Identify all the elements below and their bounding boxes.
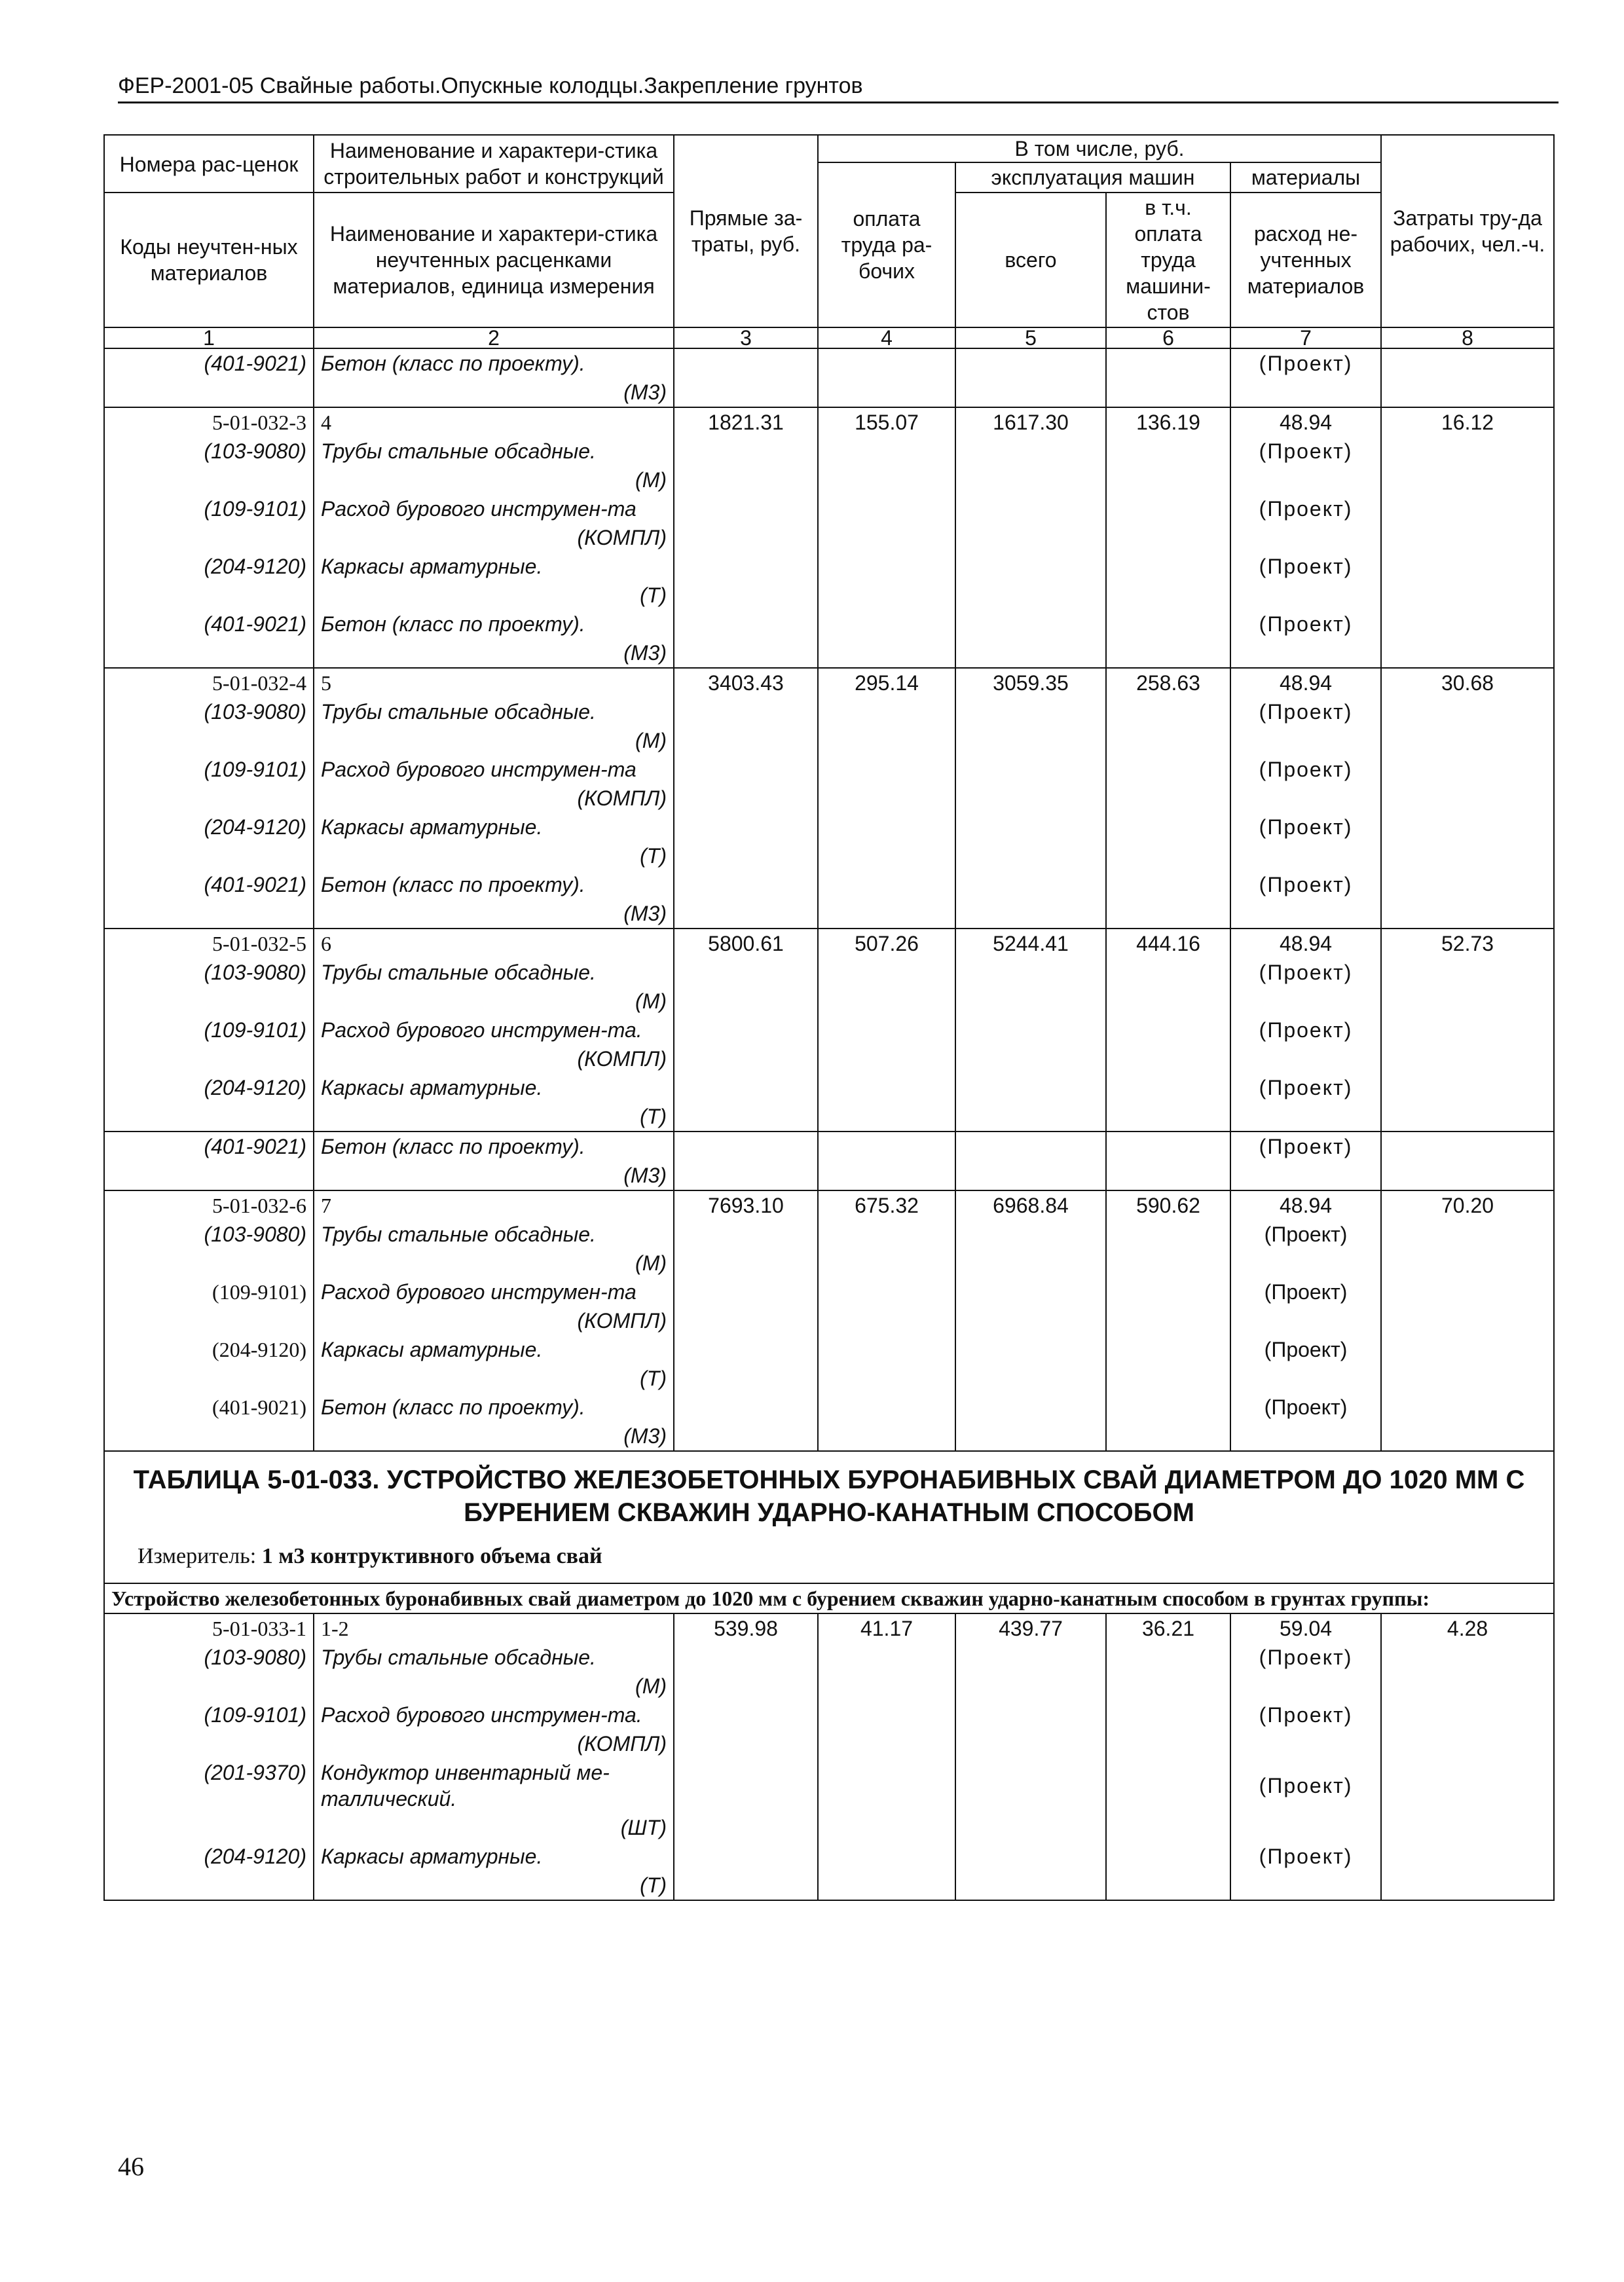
col3-header: Прямые за-траты, руб.: [674, 135, 818, 327]
material-code: (109-9101): [104, 755, 314, 784]
material-unit: (М3): [314, 378, 674, 407]
material-quantity: (Проект): [1230, 1393, 1381, 1422]
material-code: (204-9120): [104, 1335, 314, 1364]
machinist-pay: 444.16: [1106, 929, 1230, 958]
material-name: Каркасы арматурные.: [314, 552, 674, 581]
material-name: Каркасы арматурные.: [314, 813, 674, 841]
rate-row: [104, 668, 1554, 697]
material-code: (401-9021): [104, 610, 314, 638]
material-name: Трубы стальные обсадные.: [314, 958, 674, 987]
col1-header-a: Номера рас-ценок: [104, 135, 314, 193]
material-name: Бетон (класс по проекту).: [314, 610, 674, 638]
rate-number: 6: [314, 929, 674, 958]
col6-header: в т.ч. оплата труда машини-стов: [1106, 193, 1230, 327]
material-unit: (Т): [314, 1871, 674, 1900]
material-quantity: (Проект): [1230, 494, 1381, 523]
material-code: (103-9080): [104, 958, 314, 987]
material-quantity: (Проект): [1230, 610, 1381, 638]
rate-code: 5-01-032-6: [104, 1190, 314, 1220]
material-name: Расход бурового инструмен-та.: [314, 1016, 674, 1044]
direct-costs: 7693.10: [674, 1190, 818, 1220]
material-quantity: (Проект): [1230, 1335, 1381, 1364]
machines-total: 1617.30: [955, 407, 1106, 437]
page-number: 46: [118, 2152, 144, 2181]
materials: 48.94: [1230, 407, 1381, 437]
mat-header: материалы: [1230, 162, 1381, 193]
material-code: (204-9120): [104, 1073, 314, 1102]
material-name: Бетон (класс по проекту).: [314, 1132, 674, 1161]
material-name: Трубы стальные обсадные.: [314, 697, 674, 726]
machines-total: 3059.35: [955, 668, 1106, 697]
labor-pay: 507.26: [818, 929, 955, 958]
material-quantity: (Проект): [1230, 1643, 1381, 1672]
material-quantity: (Проект): [1230, 1758, 1381, 1813]
rate-code: 5-01-032-5: [104, 929, 314, 958]
material-quantity: (Проект): [1230, 1701, 1381, 1729]
rate-number: 4: [314, 407, 674, 437]
material-code: (103-9080): [104, 1643, 314, 1672]
col2-header-b: Наименование и характери-стика неучтенных расценками материалов, единица измерения: [314, 193, 674, 327]
material-name: Каркасы арматурные.: [314, 1335, 674, 1364]
materials: 48.94: [1230, 668, 1381, 697]
direct-costs: 5800.61: [674, 929, 818, 958]
material-quantity: (Проект): [1230, 1016, 1381, 1044]
material-code: (103-9080): [104, 437, 314, 466]
material-code: (109-9101): [104, 1016, 314, 1044]
expl-header: эксплуатация машин: [955, 162, 1230, 193]
material-name: Расход бурового инструмен-та: [314, 1278, 674, 1306]
material-code: (204-9120): [104, 1842, 314, 1871]
material-code: (109-9101): [104, 494, 314, 523]
direct-costs: 539.98: [674, 1613, 818, 1643]
material-name: Трубы стальные обсадные.: [314, 1220, 674, 1249]
machinist-pay: 136.19: [1106, 407, 1230, 437]
col4-header: оплата труда ра-бочих: [818, 162, 955, 327]
material-quantity: (Проект): [1230, 958, 1381, 987]
material-quantity: (Проект): [1230, 813, 1381, 841]
rate-row: [104, 1613, 1554, 1643]
rate-row: [104, 929, 1554, 958]
material-code: (401-9021): [104, 348, 314, 378]
material-quantity: (Проект): [1230, 697, 1381, 726]
material-unit: (Т): [314, 581, 674, 610]
machines-total: 5244.41: [955, 929, 1106, 958]
page-header: ФЕР-2001-05 Свайные работы.Опускные колодцы.Закрепление грунтов: [118, 73, 1559, 103]
labor-pay: 41.17: [818, 1613, 955, 1643]
material-name: Расход бурового инструмен-та: [314, 494, 674, 523]
material-quantity: (Проект): [1230, 552, 1381, 581]
labor-pay: 675.32: [818, 1190, 955, 1220]
section-subtitle: Устройство железобетонных буронабивных свай диаметром до 1020 мм с бурением скважин ударно-канатным способом в грунтах группы:: [104, 1583, 1554, 1613]
material-quantity: (Проект): [1230, 870, 1381, 899]
material-code: (109-9101): [104, 1278, 314, 1306]
material-quantity: (Проект): [1230, 1073, 1381, 1102]
labor-hours: 4.28: [1381, 1613, 1554, 1643]
col-num: 4: [818, 327, 955, 348]
material-code: (103-9080): [104, 1220, 314, 1249]
material-unit: (КОМПЛ): [314, 1729, 674, 1758]
material-unit: (М): [314, 987, 674, 1016]
material-code: (201-9370): [104, 1758, 314, 1813]
measure-label: Измеритель:: [138, 1544, 257, 1568]
labor-pay: 155.07: [818, 407, 955, 437]
labor-hours: 16.12: [1381, 407, 1554, 437]
material-unit: (М3): [314, 899, 674, 929]
material-quantity: (Проект): [1230, 755, 1381, 784]
material-name: Бетон (класс по проекту).: [314, 1393, 674, 1422]
material-unit: (М3): [314, 1161, 674, 1190]
material-unit: (Т): [314, 841, 674, 870]
materials: 59.04: [1230, 1613, 1381, 1643]
material-unit: (КОМПЛ): [314, 523, 674, 552]
direct-costs: 3403.43: [674, 668, 818, 697]
materials: 48.94: [1230, 1190, 1381, 1220]
labor-hours: 70.20: [1381, 1190, 1554, 1220]
labor-hours: 30.68: [1381, 668, 1554, 697]
material-code: (204-9120): [104, 552, 314, 581]
material-name: Расход бурового инструмен-та.: [314, 1701, 674, 1729]
direct-costs: 1821.31: [674, 407, 818, 437]
material-name: Каркасы арматурные.: [314, 1073, 674, 1102]
rate-row: [104, 1190, 1554, 1220]
material-name: Трубы стальные обсадные.: [314, 1643, 674, 1672]
col-num: 2: [314, 327, 674, 348]
material-unit: (Т): [314, 1364, 674, 1393]
material-name: Расход бурового инструмен-та: [314, 755, 674, 784]
material-code: (103-9080): [104, 697, 314, 726]
col-num: 6: [1106, 327, 1230, 348]
measure-line: [105, 1529, 1553, 1583]
machinist-pay: 36.21: [1106, 1613, 1230, 1643]
col-num: 8: [1381, 327, 1554, 348]
rate-row: [104, 407, 1554, 437]
rate-code: 5-01-032-4: [104, 668, 314, 697]
rate-code: 5-01-032-3: [104, 407, 314, 437]
material-unit: (КОМПЛ): [314, 784, 674, 813]
material-quantity: (Проект): [1230, 437, 1381, 466]
rate-code: 5-01-033-1: [104, 1613, 314, 1643]
machines-total: 6968.84: [955, 1190, 1106, 1220]
material-quantity: (Проект): [1230, 1220, 1381, 1249]
col-num: 5: [955, 327, 1106, 348]
material-unit: (М): [314, 1672, 674, 1701]
col-num: 3: [674, 327, 818, 348]
header-row-1: [104, 135, 1554, 162]
machines-total: 439.77: [955, 1613, 1106, 1643]
material-name: Трубы стальные обсадные.: [314, 437, 674, 466]
machinist-pay: 258.63: [1106, 668, 1230, 697]
material-code: (401-9021): [104, 870, 314, 899]
materials: 48.94: [1230, 929, 1381, 958]
material-name: Каркасы арматурные.: [314, 1842, 674, 1871]
table-title: ТАБЛИЦА 5-01-033. УСТРОЙСТВО ЖЕЛЕЗОБЕТОННЫХ БУРОНАБИВНЫХ СВАЙ ДИАМЕТРОМ ДО 1020 ММ С БУРЕНИЕМ СКВАЖИН УДАРНО-КАНАТНЫМ СПОСОБОМ: [133, 1465, 1525, 1527]
col1-header-b: Коды неучтен-ных материалов: [104, 193, 314, 327]
col2-header-a: Наименование и характери-стика строительных работ и конструкций: [314, 135, 674, 193]
material-code: (401-9021): [104, 1132, 314, 1161]
material-row: [104, 348, 1554, 378]
labor-pay: 295.14: [818, 668, 955, 697]
machinist-pay: 590.62: [1106, 1190, 1230, 1220]
incl-header: В том числе, руб.: [818, 135, 1381, 162]
material-name: Бетон (класс по проекту).: [314, 870, 674, 899]
material-unit: (М3): [314, 638, 674, 668]
material-code: (204-9120): [104, 813, 314, 841]
rates-table: [103, 134, 1555, 1901]
material-unit: (М3): [314, 1422, 674, 1451]
col-num: 7: [1230, 327, 1381, 348]
material-unit: (КОМПЛ): [314, 1044, 674, 1073]
material-unit: (М): [314, 1249, 674, 1278]
material-unit: (М): [314, 726, 674, 755]
material-quantity: (Проект): [1230, 348, 1381, 378]
material-unit: (М): [314, 466, 674, 494]
material-name: Бетон (класс по проекту).: [314, 348, 674, 378]
col8-header: Затраты тру-да рабочих, чел.-ч.: [1381, 135, 1554, 327]
material-quantity: (Проект): [1230, 1132, 1381, 1161]
material-code: (109-9101): [104, 1701, 314, 1729]
material-quantity: (Проект): [1230, 1842, 1381, 1871]
col-num: 1: [104, 327, 314, 348]
material-unit: (КОМПЛ): [314, 1306, 674, 1335]
rate-number: 1-2: [314, 1613, 674, 1643]
material-quantity: (Проект): [1230, 1278, 1381, 1306]
material-name: Кондуктор инвентарный ме-таллический.: [314, 1758, 674, 1813]
material-unit: (ШТ): [314, 1813, 674, 1842]
col7-header: расход не-учтенных материалов: [1230, 193, 1381, 327]
col5-header: всего: [955, 193, 1106, 327]
material-code: (401-9021): [104, 1393, 314, 1422]
rate-number: 5: [314, 668, 674, 697]
rate-number: 7: [314, 1190, 674, 1220]
measure-value: 1 м3 контруктивного объема свай: [261, 1544, 602, 1568]
labor-hours: 52.73: [1381, 929, 1554, 958]
material-unit: (Т): [314, 1102, 674, 1132]
column-numbers: [104, 327, 1554, 348]
